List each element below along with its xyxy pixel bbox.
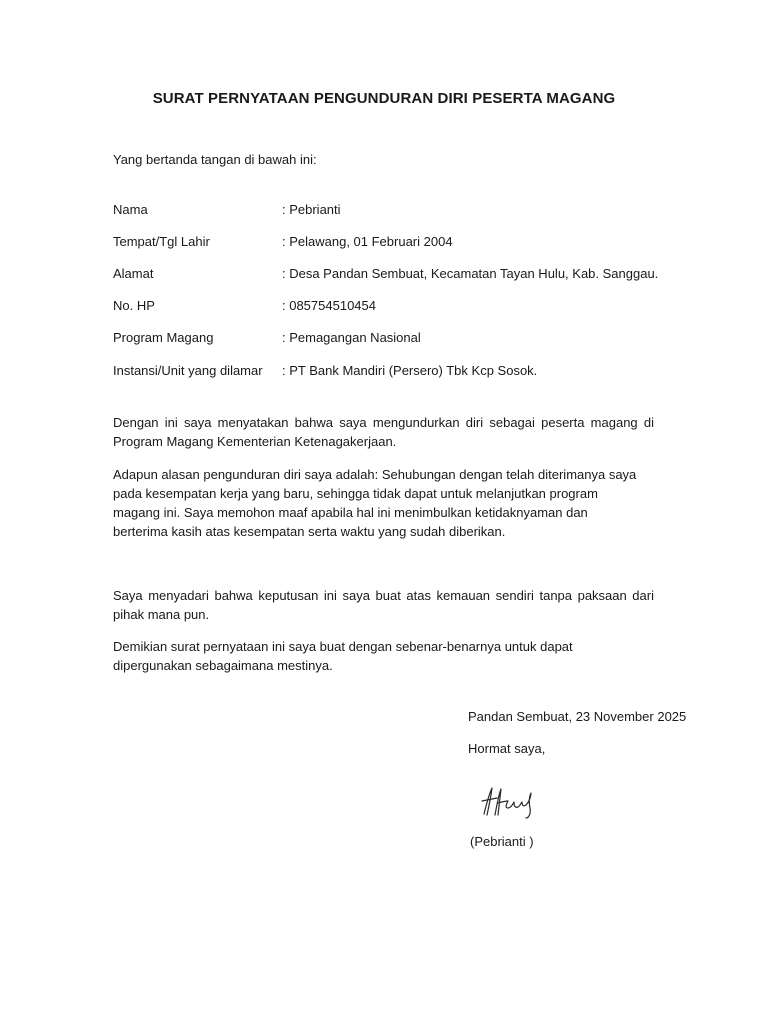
field-value-program-magang: : Pemagangan Nasional	[282, 330, 421, 345]
field-value-nama: : Pebrianti	[282, 202, 341, 217]
paragraph-line: pihak mana pun.	[113, 607, 210, 622]
paragraph-line: Demikian surat pernyataan ini saya buat dengan sebenar-benarnya untuk dapat	[113, 639, 573, 654]
closing-salutation: Hormat saya,	[468, 741, 546, 756]
paragraph-line: Adapun alasan pengunduran diri saya adalah: Sehubungan dengan telah diterimanya saya	[113, 467, 637, 482]
field-label-tempat-tgl-lahir: Tempat/Tgl Lahir	[113, 234, 210, 249]
field-label-program-magang: Program Magang	[113, 330, 214, 345]
paragraph-line: dipergunakan sebagaimana mestinya.	[113, 658, 333, 673]
field-value-alamat: : Desa Pandan Sembuat, Kecamatan Tayan Hulu, Kab. Sanggau.	[282, 266, 659, 281]
field-label-nama: Nama	[113, 202, 148, 217]
awareness-paragraph	[113, 586, 654, 624]
field-label-instansi: Instansi/Unit yang dilamar	[113, 363, 263, 378]
field-label-alamat: Alamat	[113, 266, 154, 281]
field-value-tempat-tgl-lahir: : Pelawang, 01 Februari 2004	[282, 234, 453, 249]
paragraph-line: Saya menyadari bahwa keputusan ini saya buat atas kemauan sendiri tanpa paksaan dari	[113, 588, 654, 603]
paragraph-line: pada kesempatan kerja yang baru, sehingga tidak dapat untuk melanjutkan program	[113, 486, 598, 501]
paragraph-line: Program Magang Kementerian Ketenagakerjaan.	[113, 434, 397, 449]
closing-paragraph	[113, 637, 573, 675]
field-value-no-hp: : 085754510454	[282, 298, 376, 313]
statement-paragraph	[113, 413, 654, 451]
intro-text: Yang bertanda tangan di bawah ini:	[113, 152, 317, 167]
signature-image	[478, 784, 538, 820]
paragraph-line: Dengan ini saya menyatakan bahwa saya mengundurkan diri sebagai peserta magang di	[113, 415, 654, 430]
field-value-instansi: : PT Bank Mandiri (Persero) Tbk Kcp Sosok.	[282, 363, 538, 378]
signer-name: (Pebrianti )	[470, 834, 534, 849]
reason-paragraph	[113, 465, 636, 541]
place-date: Pandan Sembuat, 23 November 2025	[468, 709, 687, 724]
paragraph-line: berterima kasih atas kesempatan serta waktu yang sudah diberikan.	[113, 524, 506, 539]
field-label-no-hp: No. HP	[113, 298, 155, 313]
paragraph-line: magang ini. Saya memohon maaf apabila hal ini menimbulkan ketidaknyaman dan	[113, 505, 588, 520]
letter-title: SURAT PERNYATAAN PENGUNDURAN DIRI PESERTA MAGANG	[152, 90, 616, 107]
